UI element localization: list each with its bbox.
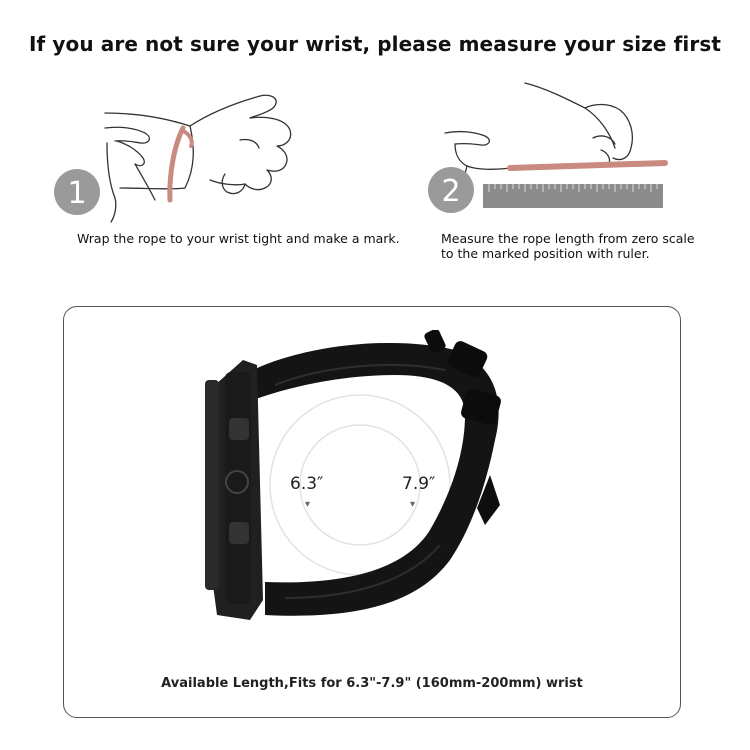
svg-text:▾: ▾: [305, 499, 311, 510]
step-2-number: 2: [441, 174, 461, 209]
step-1-number: 1: [67, 176, 87, 211]
available-length-caption: Available Length,Fits for 6.3"-7.9" (160mm-200mm) wrist: [161, 676, 583, 691]
page-title: If you are not sure your wrist, please measure your size first: [28, 32, 722, 56]
svg-text:▾: ▾: [410, 499, 416, 510]
watch-illustration: [195, 330, 555, 670]
step-1-caption: Wrap the rope to your wrist tight and make a mark.: [77, 231, 400, 246]
watch-button-top: [229, 418, 249, 440]
step-2-caption: [441, 231, 695, 261]
size-min-label: 6.3″: [290, 474, 324, 494]
hand-outline: [525, 83, 615, 148]
step-2-illustration: [425, 78, 675, 218]
rope: [510, 163, 665, 168]
step-2-caption-line1: Measure the rope length from zero scale: [441, 231, 695, 246]
step-2-caption-line2: to the marked position with ruler.: [441, 246, 650, 261]
watch-button-bottom: [229, 522, 249, 544]
size-max-label: 7.9″: [402, 474, 436, 494]
wrist-outline: [105, 95, 276, 126]
step-1-illustration: [45, 88, 315, 228]
